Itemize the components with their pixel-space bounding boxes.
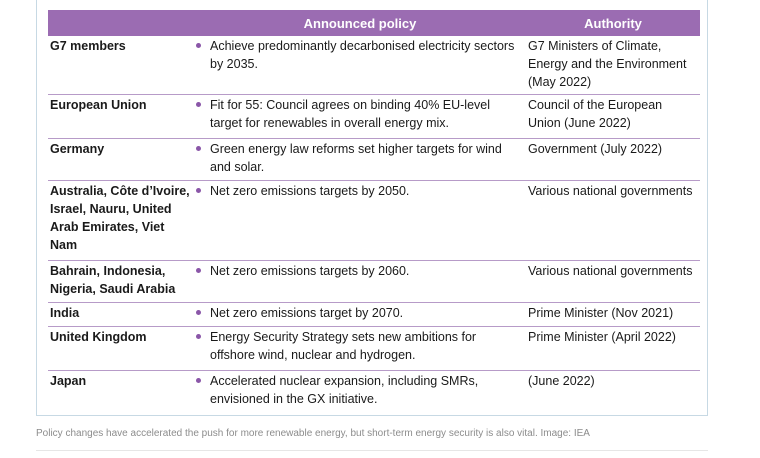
bullet-icon	[196, 43, 201, 48]
authority-cell: (June 2022)	[528, 374, 595, 388]
table-header-row	[48, 10, 700, 36]
policy-text: Achieve predominantly decarbonised electricity sectors by 2035.	[210, 39, 515, 71]
authority-cell: Prime Minister (Nov 2021)	[526, 303, 700, 327]
policy-text: Net zero emissions targets by 2050.	[210, 184, 410, 198]
table-row	[48, 261, 700, 303]
policy-text: Net zero emissions target by 2070.	[210, 306, 404, 320]
header-authority: Authority	[526, 10, 700, 36]
policy-cell	[194, 371, 526, 412]
region-cell: India	[48, 303, 194, 327]
bullet-icon	[196, 378, 201, 383]
region-cell: Australia, Côte d’Ivoire, Israel, Nauru, United Arab Emirates, Viet Nam	[48, 181, 194, 261]
policy-cell	[194, 139, 526, 181]
region-cell: Germany	[48, 139, 194, 181]
policy-text: Fit for 55: Council agrees on binding 40% EU-level target for renewables in overall energy mix.	[210, 98, 491, 130]
authority-cell: Government (July 2022)	[526, 139, 700, 181]
bullet-icon	[196, 102, 201, 107]
authority-cell: Council of the European Union (June 2022)	[526, 95, 700, 139]
bullet-icon	[196, 188, 201, 193]
table-row	[48, 371, 700, 412]
divider	[36, 450, 708, 451]
table-row	[48, 139, 700, 181]
bullet-icon	[196, 268, 201, 273]
bullet-icon	[196, 310, 201, 315]
region-cell: European Union	[48, 95, 194, 139]
policy-table	[48, 10, 700, 411]
policy-text: Green energy law reforms set higher targets for wind and solar.	[210, 142, 502, 174]
table-row	[48, 327, 700, 371]
policy-cell	[194, 181, 526, 261]
table-row	[48, 95, 700, 139]
authority-cell: Various national governments	[526, 181, 700, 261]
policy-text: Energy Security Strategy sets new ambitions for offshore wind, nuclear and hydrogen.	[210, 330, 477, 362]
region-cell: G7 members	[48, 36, 194, 95]
table-row	[48, 181, 700, 261]
figure-caption: Policy changes have accelerated the push for more renewable energy, but short-term energy security is also vital. Image: IEA	[36, 428, 590, 439]
policy-text: Accelerated nuclear expansion, including SMRs, envisioned in the GX initiative.	[210, 374, 479, 406]
header-region	[48, 10, 194, 36]
authority-cell: Prime Minister (April 2022)	[526, 327, 700, 371]
policy-cell	[194, 36, 526, 95]
bullet-icon	[196, 334, 201, 339]
policy-text: Net zero emissions targets by 2060.	[210, 264, 410, 278]
header-announced-policy: Announced policy	[194, 10, 526, 36]
table-row	[48, 303, 700, 327]
authority-cell: Various national governments	[526, 261, 700, 303]
policy-cell	[194, 95, 526, 139]
bullet-icon	[196, 146, 201, 151]
region-cell: Bahrain, Indonesia, Nigeria, Saudi Arabia	[48, 261, 194, 303]
policy-cell	[194, 261, 526, 303]
region-cell: Japan	[50, 374, 87, 388]
authority-cell: G7 Ministers of Climate, Energy and the Environment (May 2022)	[526, 36, 700, 95]
policy-cell	[194, 303, 526, 327]
table-row	[48, 36, 700, 95]
region-cell: United Kingdom	[48, 327, 194, 371]
policy-cell	[194, 327, 526, 371]
